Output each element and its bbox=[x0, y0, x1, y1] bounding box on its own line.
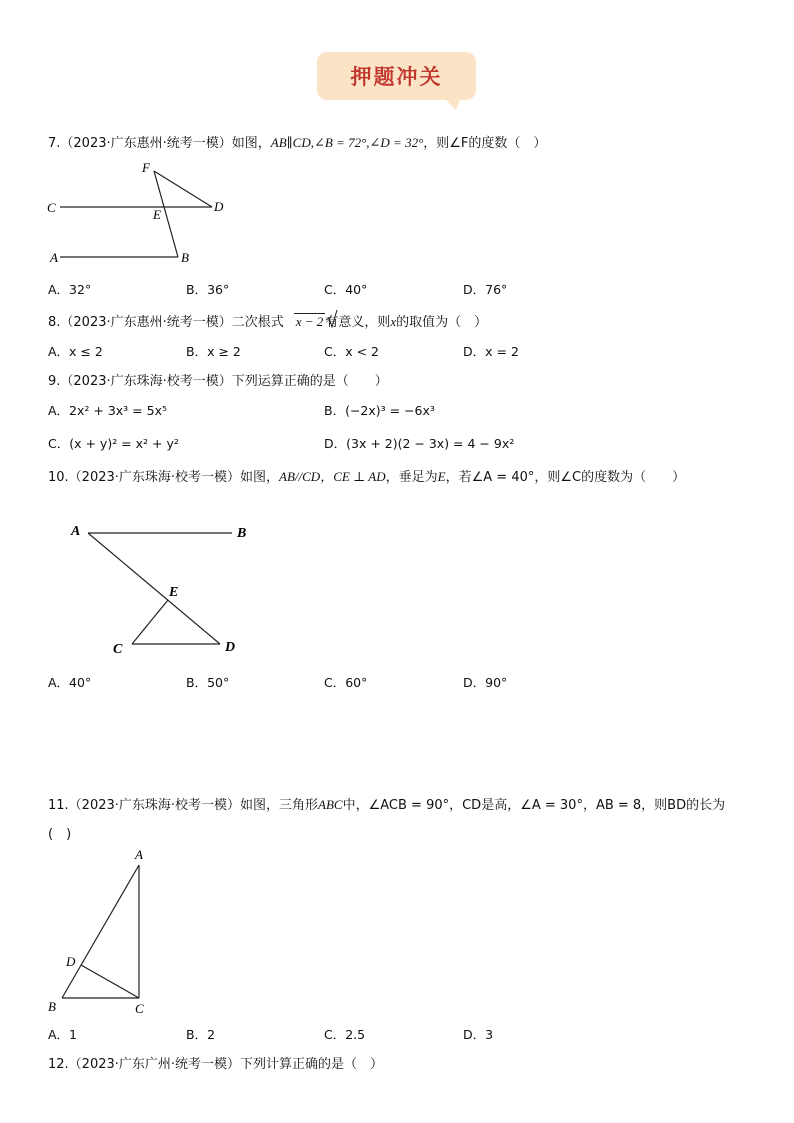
q11-answer-paren: ( ) bbox=[48, 827, 72, 842]
q11-line-cd bbox=[81, 965, 139, 998]
q10-mid: ，垂足为 bbox=[385, 470, 438, 485]
question-7-stem bbox=[48, 132, 546, 151]
q10-figure bbox=[65, 515, 265, 660]
q11-line-ab bbox=[62, 865, 139, 998]
q10-option-c[interactable]: C．60° bbox=[324, 675, 368, 690]
question-11-stem bbox=[48, 794, 725, 813]
q10-option-d[interactable]: D．90° bbox=[463, 675, 508, 690]
q10-label-d: D bbox=[225, 640, 236, 655]
q8-radicand: x − 2 bbox=[295, 314, 324, 329]
q11-stem-text: 11.（2023·广东珠海·校考一模）如图，三角形 bbox=[48, 798, 319, 813]
q10-foot: E bbox=[437, 469, 446, 484]
q10-option-a[interactable]: A．40° bbox=[48, 675, 92, 690]
q7-label-c: C bbox=[47, 200, 56, 215]
section-banner bbox=[317, 52, 476, 100]
q11-label-d: D bbox=[66, 954, 76, 969]
q8-tail: 的取值为（ ） bbox=[396, 315, 488, 330]
q7-label-d: D bbox=[214, 199, 224, 214]
q10-label-b: B bbox=[237, 526, 247, 541]
q11-label-c: C bbox=[135, 1001, 144, 1016]
q11-option-a[interactable]: A．1 bbox=[48, 1027, 78, 1042]
question-12-stem: 12.（2023·广东广州·统考一模）下列计算正确的是（ ） bbox=[48, 1057, 384, 1072]
q11-tri: ABC bbox=[318, 797, 343, 812]
q8-stem-text: 8.（2023·广东惠州·统考一模）二次根式 bbox=[48, 315, 284, 330]
q10-line-ce bbox=[132, 600, 168, 644]
q8-option-b[interactable]: B．x ≥ 2 bbox=[186, 344, 241, 359]
q7-figure bbox=[45, 158, 245, 268]
q7-label-b: B bbox=[181, 250, 189, 265]
q7-label-a: A bbox=[50, 250, 58, 265]
q7-option-a[interactable]: A．32° bbox=[48, 282, 92, 297]
question-10-stem bbox=[48, 466, 685, 485]
q11-label-b: B bbox=[48, 999, 56, 1014]
banner-title: 押题冲关 bbox=[350, 65, 443, 89]
q8-mid: 有意义，则 bbox=[325, 315, 391, 330]
q7-stem-text: 7.（2023·广东惠州·统考一模）如图， bbox=[48, 136, 271, 151]
q7-tail: ，则∠F的度数（ ） bbox=[423, 136, 547, 151]
q7-math: AB∥CD,∠B = 72°,∠D = 32° bbox=[270, 135, 424, 150]
q7-option-b[interactable]: B．36° bbox=[186, 282, 230, 297]
q8-radical bbox=[294, 313, 326, 329]
q10-option-b[interactable]: B．50° bbox=[186, 675, 230, 690]
q11-label-a: A bbox=[135, 847, 143, 862]
banner-tail bbox=[446, 100, 460, 110]
q8-var: x bbox=[390, 314, 397, 329]
q10-line-ad bbox=[88, 533, 220, 644]
q11-option-d[interactable]: D．3 bbox=[463, 1027, 494, 1042]
q11-option-c[interactable]: C．2.5 bbox=[324, 1027, 366, 1042]
q8-option-a[interactable]: A．x ≤ 2 bbox=[48, 344, 103, 359]
q7-option-d[interactable]: D．76° bbox=[463, 282, 508, 297]
q10-label-a: A bbox=[71, 524, 81, 539]
q8-radical-sign bbox=[326, 309, 338, 329]
q10-math: AB//CD，CE ⊥ AD bbox=[279, 469, 386, 484]
q10-label-c: C bbox=[113, 642, 123, 657]
q7-label-e: E bbox=[153, 207, 161, 222]
q10-label-e: E bbox=[169, 585, 179, 600]
q8-option-d[interactable]: D．x = 2 bbox=[463, 344, 519, 359]
q11-mid: 中，∠ACB = 90°，CD是高，∠A = 30°，AB = 8，则BD的长为 bbox=[342, 798, 726, 813]
q9-option-d[interactable]: D．(3x + 2)(2 − 3x) = 4 − 9x² bbox=[324, 436, 515, 451]
q8-option-c[interactable]: C．x < 2 bbox=[324, 344, 379, 359]
question-9-stem: 9.（2023·广东珠海·校考一模）下列运算正确的是（ ） bbox=[48, 374, 388, 389]
q7-option-c[interactable]: C．40° bbox=[324, 282, 368, 297]
q10-stem-text: 10.（2023·广东珠海·校考一模）如图， bbox=[48, 470, 280, 485]
q11-figure bbox=[45, 845, 165, 1020]
q11-option-b[interactable]: B．2 bbox=[186, 1027, 216, 1042]
q10-cond: ，若∠A = 40°，则∠C的度数为（ ） bbox=[445, 470, 686, 485]
q9-option-b[interactable]: B．(−2x)³ = −6x³ bbox=[324, 403, 435, 418]
question-8-stem bbox=[48, 311, 487, 330]
q7-label-f: F bbox=[142, 160, 150, 175]
q9-option-a[interactable]: A．2x² + 3x³ = 5x⁵ bbox=[48, 403, 167, 418]
q9-option-c[interactable]: C．(x + y)² = x² + y² bbox=[48, 436, 179, 451]
